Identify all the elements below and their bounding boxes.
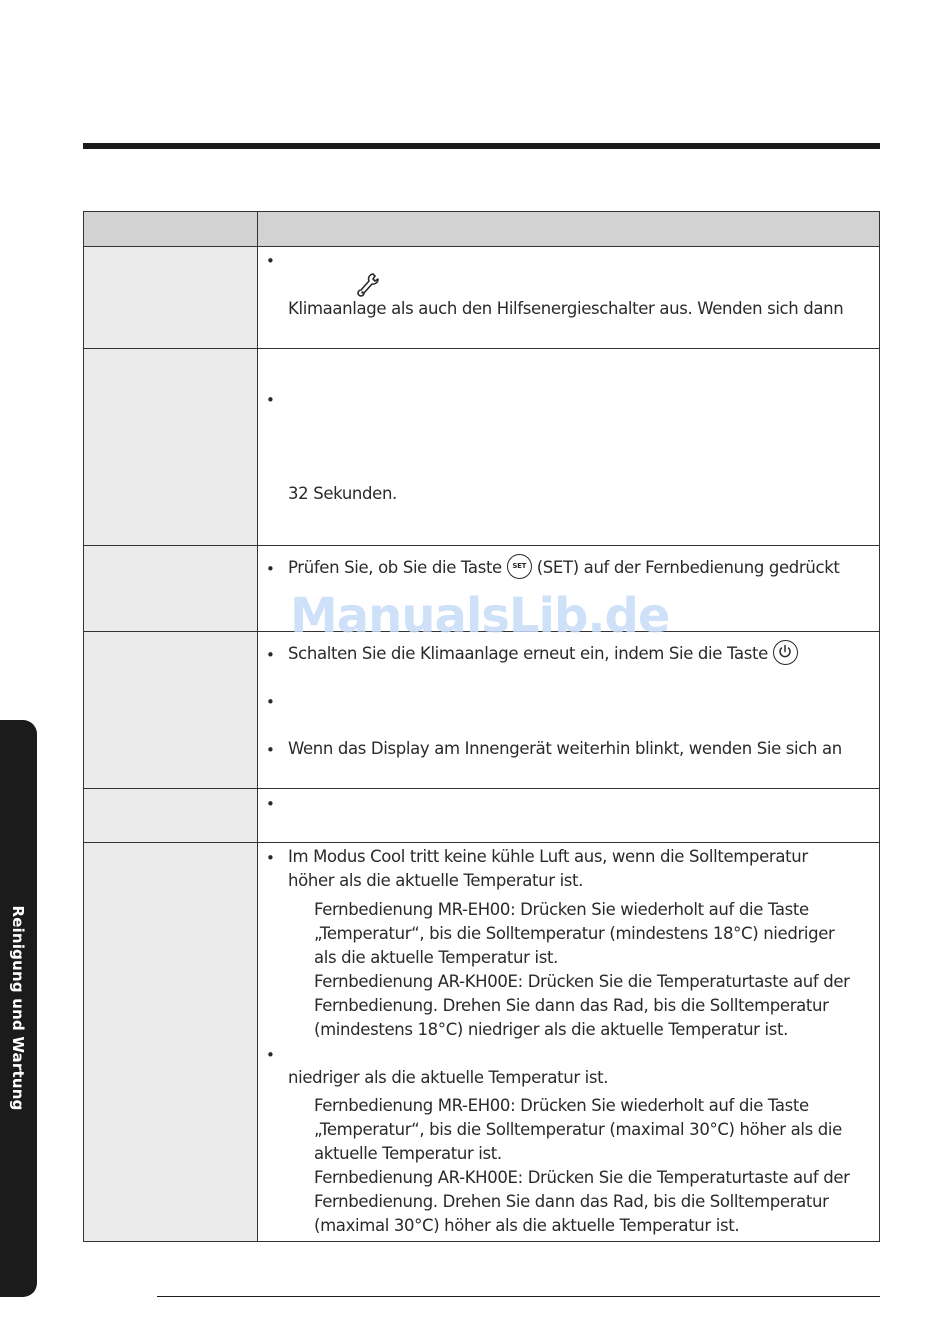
table-header-row [83, 211, 880, 247]
row4-text-1 [288, 642, 798, 667]
row6-line: niedriger als die aktuelle Temperatur ist. [288, 1068, 609, 1087]
bullet: • [266, 693, 275, 711]
table-row [83, 788, 880, 843]
header-cell-left [84, 212, 258, 246]
row6-subline: Fernbedienung. Drehen Sie dann das Rad, bis die Solltemperatur [314, 1192, 829, 1211]
bullet: • [266, 646, 275, 664]
row6-subline: (maximal 30°C) höher als die aktuelle Temperatur ist. [314, 1216, 740, 1235]
power-icon [773, 640, 798, 665]
bullet: • [266, 795, 275, 813]
row2-text: 32 Sekunden. [288, 484, 397, 503]
wrench-icon [356, 272, 380, 298]
bullet: • [266, 849, 275, 867]
bullet: • [266, 560, 275, 578]
table-row [83, 348, 880, 546]
row6-subline: „Temperatur“, bis die Solltemperatur (mindestens 18°C) niedriger [314, 924, 835, 943]
row6-subline: „Temperatur“, bis die Solltemperatur (maximal 30°C) höher als die [314, 1120, 842, 1139]
row3-text-b: (SET) auf der Fernbedienung gedrückt [536, 558, 840, 577]
row6-line: höher als die aktuelle Temperatur ist. [288, 871, 584, 890]
row6-subline: als die aktuelle Temperatur ist. [314, 948, 558, 967]
bullet: • [266, 1046, 275, 1064]
row-label-cell [84, 349, 258, 545]
bullet: • [266, 391, 275, 409]
row6-subline: Fernbedienung MR-EH00: Drücken Sie wiederholt auf die Taste [314, 900, 809, 919]
top-rule [83, 143, 880, 149]
row-label-cell [84, 247, 258, 348]
row4-text-3: Wenn das Display am Innengerät weiterhin blinkt, wenden Sie sich an [288, 739, 842, 758]
row1-text: Klimaanlage als auch den Hilfsenergieschalter aus. Wenden sich dann [288, 299, 844, 318]
row6-subline: (mindestens 18°C) niedriger als die aktuelle Temperatur ist. [314, 1020, 789, 1039]
row6-line: Im Modus Cool tritt keine kühle Luft aus, wenn die Solltemperatur [288, 847, 808, 866]
row6-subline: Fernbedienung AR-KH00E: Drücken Sie die Temperaturtaste auf der [314, 1168, 850, 1187]
watermark: ManualsLib.de [290, 588, 670, 644]
row3-text-a: Prüfen Sie, ob Sie die Taste [288, 558, 502, 577]
row-label-cell [84, 546, 258, 631]
row-label-cell [84, 789, 258, 842]
row6-subline: Fernbedienung MR-EH00: Drücken Sie wiederholt auf die Taste [314, 1096, 809, 1115]
row3-text [288, 556, 840, 581]
row-label-cell [84, 632, 258, 788]
row-label-cell [84, 843, 258, 1241]
row4-line-1: Schalten Sie die Klimaanlage erneut ein, indem Sie die Taste [288, 644, 768, 663]
set-button-icon: SET [507, 554, 532, 579]
bullet: • [266, 741, 275, 759]
row6-subline: aktuelle Temperatur ist. [314, 1144, 502, 1163]
bottom-rule [157, 1296, 880, 1297]
row6-subline: Fernbedienung. Drehen Sie dann das Rad, bis die Solltemperatur [314, 996, 829, 1015]
row6-subline: Fernbedienung AR-KH00E: Drücken Sie die Temperaturtaste auf der [314, 972, 850, 991]
bullet: • [266, 252, 275, 270]
side-section-label: Reinigung und Wartung [9, 905, 27, 1111]
